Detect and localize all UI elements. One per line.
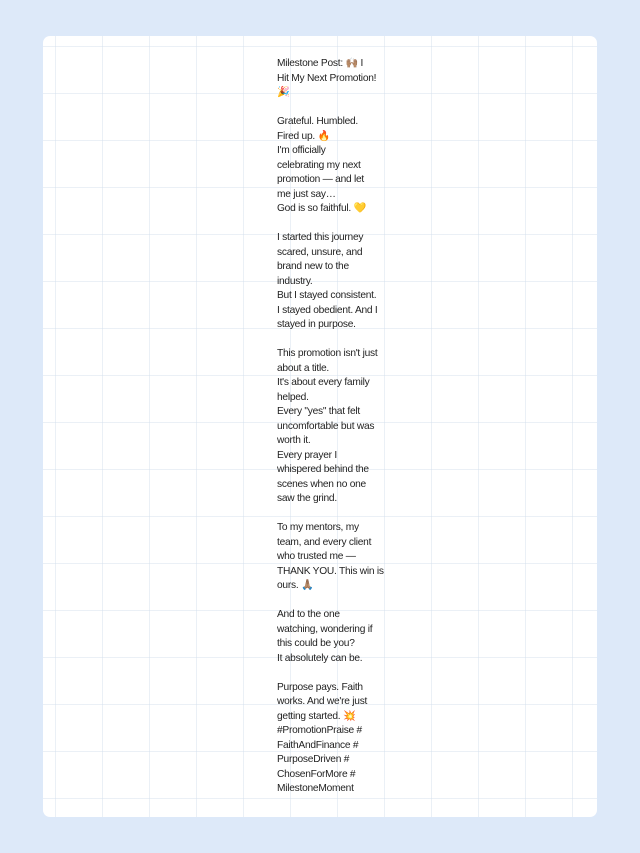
post-text-line: Purpose pays. Faith bbox=[277, 681, 363, 693]
post-text-line: THANK YOU. This win is bbox=[277, 565, 384, 577]
post-text-line: saw the grind. bbox=[277, 493, 337, 504]
post-text-line: who trusted me — bbox=[277, 551, 356, 562]
post-text-line: 🎉 bbox=[277, 87, 290, 98]
post-text-line: FaithAndFinance # bbox=[277, 739, 359, 751]
post-text-line: God is so faithful. 💛 bbox=[277, 203, 366, 214]
post-text-line: Hit My Next Promotion! bbox=[277, 72, 377, 84]
post-text-line: team, and every client bbox=[277, 536, 372, 548]
post-text-line: works. And we're just bbox=[277, 696, 368, 707]
paragraph-gap bbox=[277, 666, 369, 681]
post-text-line: This promotion isn't just bbox=[277, 348, 378, 359]
post-text-line: stayed in purpose. bbox=[277, 319, 356, 330]
post-text-line: ours. 🙏🏽 bbox=[277, 580, 314, 591]
post-text-line: I started this journey bbox=[277, 232, 364, 243]
post-text-line: this could be you? bbox=[277, 638, 355, 649]
post-text bbox=[277, 57, 384, 797]
post-text-line: me just say… bbox=[277, 188, 336, 200]
post-text-line: whispered behind the bbox=[277, 464, 369, 475]
post-text-line: To my mentors, my bbox=[277, 522, 359, 533]
post-text-line: PurposeDriven # bbox=[277, 754, 350, 765]
post-text-line: And to the one bbox=[277, 609, 340, 620]
post-text-line: about a title. bbox=[277, 362, 330, 374]
post-text-line: I'm officially bbox=[277, 145, 326, 156]
post-text-line: scared, unsure, and bbox=[277, 246, 363, 258]
post-card bbox=[43, 36, 597, 817]
post-text-line: But I stayed consistent. bbox=[277, 290, 377, 301]
post-text-line: helped. bbox=[277, 391, 309, 403]
paragraph-gap bbox=[277, 333, 369, 348]
post-text-line: promotion — and let bbox=[277, 174, 364, 185]
paragraph-gap bbox=[277, 217, 369, 232]
paragraph-gap bbox=[277, 101, 369, 116]
post-text-line: It's about every family bbox=[277, 377, 370, 388]
post-text-line: Grateful. Humbled. bbox=[277, 116, 358, 127]
post-text-line: industry. bbox=[277, 275, 313, 287]
post-text-line: celebrating my next bbox=[277, 159, 361, 171]
post-text-line: brand new to the bbox=[277, 261, 349, 272]
post-text-line: MilestoneMoment bbox=[277, 783, 354, 794]
post-text-line: uncomfortable but was bbox=[277, 420, 375, 432]
paragraph-gap bbox=[277, 594, 369, 609]
post-text-line: Fired up. 🔥 bbox=[277, 130, 330, 142]
post-text-line: Every "yes" that felt bbox=[277, 406, 360, 417]
post-text-line: ChosenForMore # bbox=[277, 768, 356, 780]
post-text-line: #PromotionPraise # bbox=[277, 725, 362, 736]
post-text-line: getting started. 💥 bbox=[277, 710, 356, 722]
paragraph-gap bbox=[277, 507, 369, 522]
post-text-line: Milestone Post: 🙌🏽 I bbox=[277, 58, 364, 69]
post-text-line: watching, wondering if bbox=[277, 623, 373, 635]
post-text-line: I stayed obedient. And I bbox=[277, 304, 378, 316]
post-text-line: It absolutely can be. bbox=[277, 652, 363, 664]
post-text-line: Every prayer I bbox=[277, 449, 337, 461]
post-text-line: worth it. bbox=[277, 435, 311, 446]
post-text-line: scenes when no one bbox=[277, 478, 366, 490]
